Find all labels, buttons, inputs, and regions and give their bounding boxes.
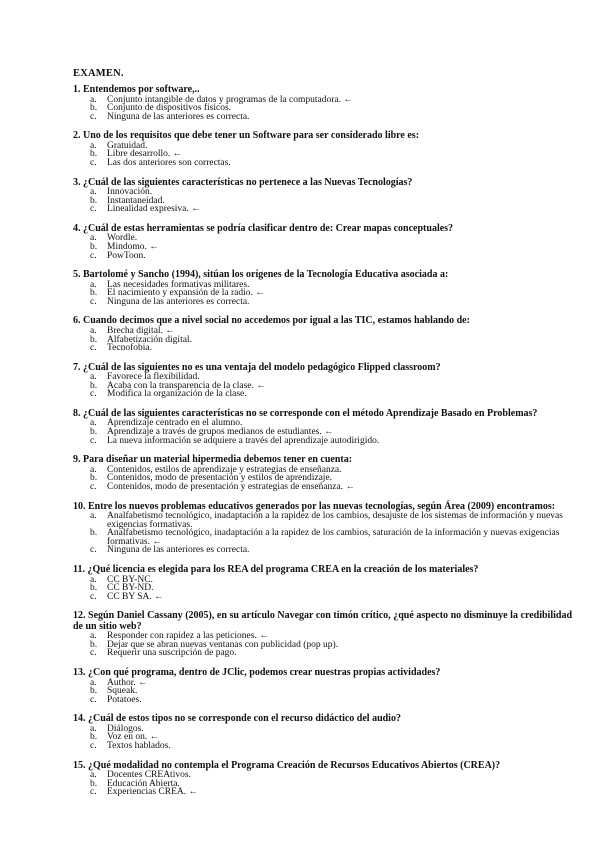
option-letter: a. [90,418,97,429]
option-text: CC BY-ND. [107,583,154,594]
option-text: Wordle. [107,233,138,244]
answer-option [73,529,572,546]
option-text: Educación Abierta. [107,778,180,789]
question-7 [73,363,572,399]
option-letter: b. [90,583,98,594]
option-letter: c. [90,694,97,705]
option-text: Analfabetismo tecnológico, inadaptación a la rapidez de los cambios, saturación de la información y nuevas exigencias formativas. ← [107,528,560,547]
option-text: Voz en on. ← [107,732,160,743]
option-letter: a. [90,140,97,151]
option-letter: c. [90,296,97,307]
answer-option [73,679,572,688]
answer-option [73,742,572,751]
option-text: Dejar que se abran nuevas ventanas con publicidad (pop up). [107,639,339,650]
option-letter: c. [90,648,97,659]
answer-option [73,243,572,252]
exam-title: EXAMEN. [73,68,124,79]
option-text: El nacimiento y expansión de la radio. ← [107,288,265,299]
option-list [73,512,572,555]
option-list [73,96,572,122]
answer-option [73,298,572,307]
option-letter: c. [90,111,97,122]
answer-option [73,546,572,555]
option-text: Squeak. [107,686,138,697]
option-list [73,466,572,492]
question-12 [73,611,572,658]
option-text: Analfabetismo tecnológico, inadaptación a la rapidez de los cambios, desajuste de los sistemas de información y nuevas exigencias formativas. [107,511,563,530]
option-text: Diálogos. [107,723,144,734]
option-letter: a. [90,279,97,290]
question-text: 5. Bartolomé y Sancho (1994), sitúan los orígenes de la Tecnología Educativa asociada a: [73,269,449,281]
answer-option [73,205,572,214]
option-letter: b. [90,778,98,789]
answer-option [73,390,572,399]
option-text: Conjunto intangible de datos y programas de la computadora. ← [107,94,353,105]
option-letter: a. [90,372,97,383]
option-letter: a. [90,464,97,475]
question-6 [73,316,572,352]
answer-option [73,437,572,446]
option-text: Contenidos, modo de presentación y estrategias de enseñanza. ← [107,481,355,492]
option-letter: c. [90,157,97,168]
option-text: Responder con rapidez a las peticiones. ← [107,631,269,642]
option-letter: b. [90,528,98,539]
option-letter: a. [90,187,97,198]
answer-option [73,593,572,602]
answer-option [73,113,572,122]
option-letter: b. [90,334,98,345]
answer-option [73,687,572,696]
question-10 [73,502,572,555]
option-text: Contenidos, modo de presentación y estilos de aprendizaje. [107,473,333,484]
question-text: 11. ¿Qué licencia es elegida para los REA del programa CREA en la creación de los materiales? [73,564,479,575]
option-text: Ninguna de las anteriores es correcta. [107,296,250,307]
option-letter: c. [90,741,97,752]
option-list [73,373,572,399]
option-text: Experiencias CREA. ← [107,787,199,798]
option-text: Ninguna de las anteriores es correcta. [107,111,250,122]
option-list [73,419,572,445]
option-list [73,327,572,353]
option-text: La nueva información se adquiere a través del aprendizaje autodirigido. [107,435,380,446]
question-text: 13. ¿Con qué programa, dentro de JClic, podemos crear nuestras propias actividades? [73,667,441,679]
option-letter: b. [90,639,98,650]
option-letter: a. [90,233,97,244]
option-letter: a. [90,574,97,585]
option-letter: a. [90,770,97,781]
option-text: Modifica la organización de la clase. [107,389,247,400]
answer-option [73,788,572,797]
option-text: CC BY SA. ← [107,591,164,602]
question-11 [73,565,572,601]
option-letter: b. [90,732,98,743]
option-text: Textos hablados. [107,741,171,752]
option-text: PowToon. [107,250,146,261]
option-letter: c. [90,591,97,602]
option-text: Aprendizaje centrado en el alumno. [107,418,243,429]
option-text: Acaba con la transparencia de la clase. ← [107,380,266,391]
answer-option [73,344,572,353]
answer-option [73,512,572,529]
option-letter: a. [90,631,97,642]
option-letter: c. [90,787,97,798]
question-3 [73,178,572,214]
question-14 [73,714,572,750]
option-text: Aprendizaje a través de grupos medianos de estudiantes. ← [107,427,334,438]
option-letter: c. [90,435,97,446]
question-text: 9. Para diseñar un material hipermedia debemos tener en cuenta: [73,454,353,466]
question-5 [73,270,572,306]
question-text: 3. ¿Cuál de las siguientes características no pertenece a las Nuevas Tecnologías? [73,176,413,188]
option-text: Gratuidad. [107,140,148,151]
option-letter: a. [90,94,97,105]
question-text: 15. ¿Qué modalidad no contempla el Programa Creación de Recursos Educativos Abiertos (CREA)? [73,759,501,771]
option-list [73,725,572,751]
question-text: 6. Cuando decimos que a nivel social no accedemos por igual a las TIC, estamos hablando de: [73,315,470,327]
option-letter: b. [90,288,98,299]
question-text: 12. Según Daniel Cassany (2005), en su artículo Navegar con timón crítico, ¿qué aspecto no disminuye la credibilidad de un sitio web? [73,610,572,632]
option-letter: a. [90,325,97,336]
option-letter: c. [90,250,97,261]
option-text: Linealidad expresiva. ← [107,204,201,215]
option-text: Las dos anteriores son correctas. [107,157,231,168]
option-text: Potatoes. [107,694,142,705]
option-letter: c. [90,389,97,400]
option-text: Brecha digital. ← [107,325,175,336]
option-letter: b. [90,380,98,391]
question-8 [73,409,572,445]
question-13 [73,668,572,704]
question-text: 14. ¿Cuál de estos tipos no se corresponde con el recurso didáctico del audio? [73,713,401,725]
option-text: CC BY-NC. [107,574,153,585]
option-list [73,632,572,658]
option-list [73,576,572,602]
question-text: 2. Uno de los requisitos que debe tener un Software para ser considerado libre es: [73,130,420,142]
option-letter: b. [90,103,98,114]
option-text: Instantaneidad. [107,195,165,206]
option-text: Innovación. [107,187,153,198]
option-letter: a. [90,677,97,688]
option-letter: b. [90,473,98,484]
answer-option [73,159,572,168]
question-9 [73,455,572,491]
option-letter: a. [90,723,97,734]
option-text: Ninguna de las anteriores es correcta. [107,545,250,556]
option-letter: b. [90,241,98,252]
option-letter: c. [90,204,97,215]
answer-option [73,696,572,705]
option-text: Libre desarrollo. ← [107,149,183,160]
question-list [73,85,572,797]
option-letter: b. [90,427,98,438]
question-text: 1. Entendemos por software,.. [73,84,200,95]
option-letter: a. [90,511,97,522]
option-list [73,771,572,797]
question-text: 8. ¿Cuál de las siguientes características no se corresponde con el método Aprendizaje Basado en Problemas? [73,407,538,419]
option-text: Las necesidades formativas militares. [107,279,250,290]
option-letter: c. [90,343,97,354]
option-letter: b. [90,686,98,697]
question-text: 10. Entre los nuevos problemas educativos generados por las nuevas tecnologías, según Área (2009) encontramos: [73,500,556,512]
option-list [73,679,572,705]
question-4 [73,224,572,260]
option-text: Requerir una suscripción de pago. [107,648,237,659]
option-text: Conjunto de dispositivos físicos. [107,103,232,114]
answer-option [73,483,572,492]
question-2 [73,131,572,167]
option-letter: c. [90,545,97,556]
question-15 [73,761,572,797]
option-list [73,234,572,260]
option-letter: b. [90,195,98,206]
option-text: Favorece la flexibilidad. [107,372,200,383]
option-letter: b. [90,149,98,160]
option-list [73,142,572,168]
option-text: Author. ← [107,677,148,688]
question-text: 7. ¿Cuál de las siguientes no es una ventaja del modelo pedagógico Flipped classroom? [73,361,441,373]
option-text: Tecnofobia. [107,343,152,354]
option-text: Alfabetización digital. [107,334,192,345]
option-text: Contenidos, estilos de aprendizaje y estrategias de enseñanza. [107,464,342,475]
option-list [73,281,572,307]
answer-option [73,649,572,658]
answer-option [73,252,572,261]
option-list [73,188,572,214]
option-letter: c. [90,481,97,492]
option-text: Docentes CREAtivos. [107,770,191,781]
option-text: Mindomo. ← [107,241,159,252]
question-text: 4. ¿Cuál de estas herramientas se podría clasificar dentro de: Crear mapas conceptuales? [73,222,454,234]
question-1 [73,85,572,121]
